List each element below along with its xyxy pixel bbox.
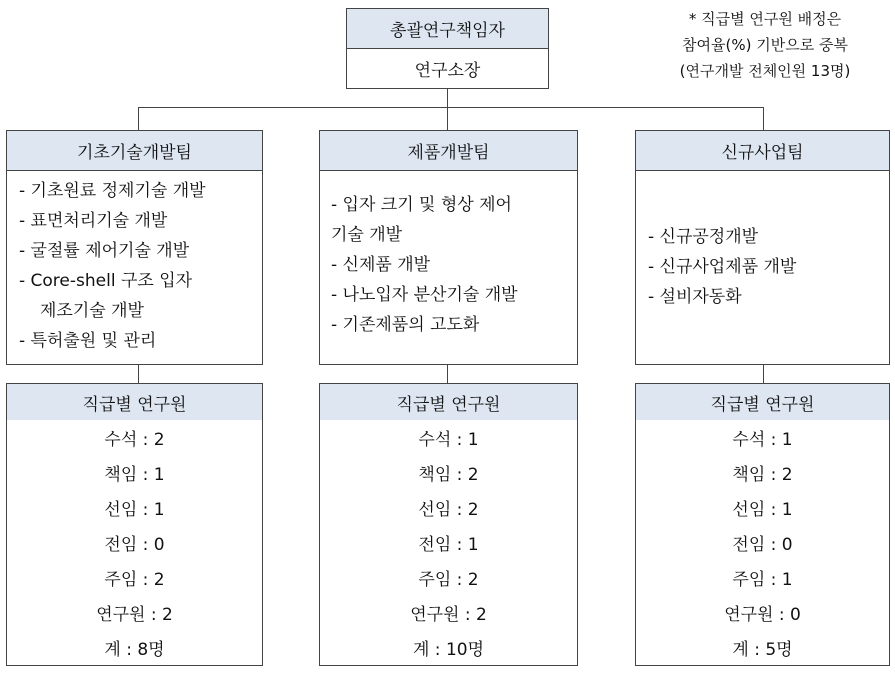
staff-value: 계 : 8명 (104, 640, 165, 660)
staff-value: 주임 : 1 (732, 570, 793, 590)
staff-row (319, 595, 578, 631)
staff-value: 연구원 : 0 (724, 605, 801, 625)
staff-value: 책임 : 2 (418, 465, 479, 485)
staff-row (635, 490, 890, 526)
staff-value: 선임 : 1 (104, 500, 165, 520)
connector-team2-vertical (447, 107, 448, 131)
connector-horizontal (138, 107, 764, 108)
team-name: 신규사업팀 (721, 143, 804, 163)
task-item: - 신제품 개발 (331, 255, 431, 275)
staff-value: 계 : 5명 (732, 640, 793, 660)
note-line: 참여율(%) 기반으로 중복 (682, 36, 848, 54)
top-title: 총괄연구책임자 (390, 21, 505, 41)
staff-row (635, 455, 890, 491)
staffing-note (640, 6, 890, 84)
staff-row (6, 455, 263, 491)
task-item: - 굴절률 제어기술 개발 (19, 241, 190, 261)
staff-header-basic-tech (6, 383, 263, 421)
staff-value: 선임 : 2 (418, 500, 479, 520)
staff-value: 책임 : 2 (732, 465, 793, 485)
task-item: - 신규공정개발 (648, 227, 759, 247)
staff-row (6, 560, 263, 596)
staff-row (319, 560, 578, 596)
staff-total (635, 630, 890, 666)
connector-team1-vertical (138, 107, 139, 131)
staff-row (319, 490, 578, 526)
top-title-box (346, 8, 549, 49)
note-line: (연구개발 전체인원 13명) (679, 62, 851, 80)
connector-team2-staff (447, 364, 448, 384)
team-header-basic-tech (6, 130, 263, 171)
connector-team3-staff (763, 364, 764, 384)
team-tasks-product-dev (319, 170, 578, 365)
team-header-product-dev (319, 130, 578, 171)
staff-row (6, 490, 263, 526)
staff-value: 수석 : 1 (418, 430, 479, 450)
staff-row (6, 420, 263, 456)
staff-row (635, 560, 890, 596)
task-item: - 특허출원 및 관리 (19, 331, 157, 351)
task-item: - 나노입자 분산기술 개발 (331, 285, 518, 305)
task-item: - 기초원료 정제기술 개발 (19, 181, 206, 201)
staff-header-product-dev (319, 383, 578, 421)
task-item: 제조기술 개발 (40, 301, 144, 321)
staff-total (6, 630, 263, 666)
team-name: 제품개발팀 (407, 143, 490, 163)
staff-value: 전임 : 1 (418, 535, 479, 555)
staff-value: 수석 : 2 (104, 430, 165, 450)
task-item: - 설비자동화 (648, 287, 742, 307)
task-item: - 기존제품의 고도화 (331, 315, 480, 335)
task-item: - Core-shell 구조 입자 (19, 271, 193, 291)
staff-value: 전임 : 0 (104, 535, 165, 555)
connector-top-vertical (447, 88, 448, 108)
staff-value: 전임 : 0 (732, 535, 793, 555)
team-name: 기초기술개발팀 (77, 143, 192, 163)
staff-value: 선임 : 1 (732, 500, 793, 520)
staff-row (6, 525, 263, 561)
top-role: 연구소장 (414, 61, 481, 81)
staff-header: 직급별 연구원 (396, 394, 501, 415)
staff-value: 주임 : 2 (104, 570, 165, 590)
team-header-new-business (635, 130, 890, 171)
staff-value: 주임 : 2 (418, 570, 479, 590)
team-tasks-basic-tech (6, 170, 263, 365)
staff-row (635, 525, 890, 561)
connector-team1-staff (138, 364, 139, 384)
staff-row (319, 420, 578, 456)
staff-header: 직급별 연구원 (82, 394, 187, 415)
staff-value: 연구원 : 2 (410, 605, 487, 625)
staff-value: 수석 : 1 (732, 430, 793, 450)
top-role-box (346, 48, 549, 89)
staff-row (319, 455, 578, 491)
task-item: - 신규사업제품 개발 (648, 257, 797, 277)
staff-value: 연구원 : 2 (96, 605, 173, 625)
team-tasks-new-business (635, 170, 890, 365)
connector-team3-vertical (763, 107, 764, 131)
staff-header: 직급별 연구원 (710, 394, 815, 415)
staff-value: 책임 : 1 (104, 465, 165, 485)
staff-row (635, 595, 890, 631)
task-item: - 입자 크기 및 형상 제어 (331, 195, 512, 215)
staff-row (6, 595, 263, 631)
task-item: 기술 개발 (331, 225, 403, 245)
staff-row (319, 525, 578, 561)
staff-total (319, 630, 578, 666)
task-item: - 표면처리기술 개발 (19, 211, 168, 231)
note-line: * 직급별 연구원 배정은 (688, 10, 842, 28)
staff-header-new-business (635, 383, 890, 421)
staff-row (635, 420, 890, 456)
staff-value: 계 : 10명 (412, 640, 484, 660)
